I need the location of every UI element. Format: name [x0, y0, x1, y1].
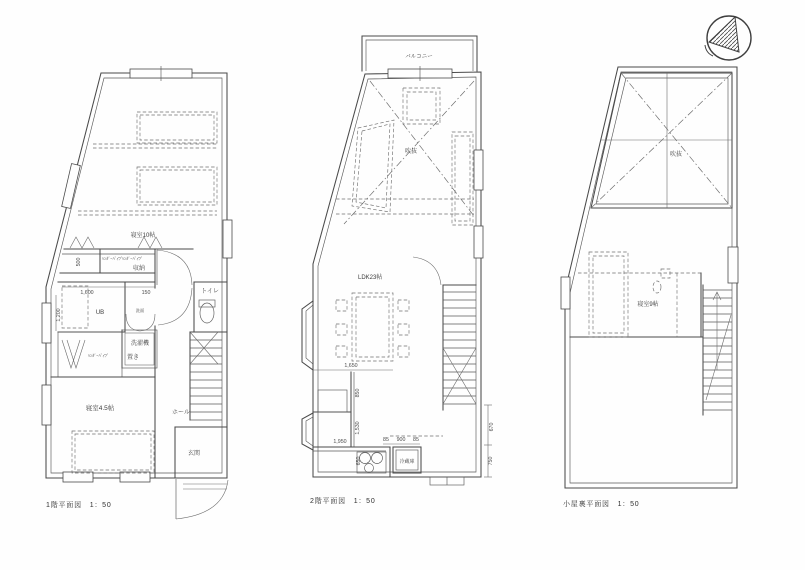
room-label-ldk: LDK23帖: [358, 275, 383, 281]
room-label-washstand: 洗面: [135, 308, 145, 313]
door-swing-icon: [413, 257, 441, 285]
window-icon: [728, 247, 738, 283]
door-swing-icon: [157, 250, 192, 285]
door-swing-icon: [126, 314, 140, 331]
label-washer2: 置き: [126, 355, 140, 361]
north-arrow-icon: [705, 16, 751, 60]
window-icon: [62, 164, 81, 209]
window-icon: [42, 385, 51, 425]
dim-670: 670: [489, 422, 495, 432]
label-void: 吹抜: [404, 149, 418, 155]
label-void: 吹抜: [669, 152, 683, 158]
label-hanger-pipe: ﾊﾝｶﾞｰﾊﾟｲﾌﾟ: [102, 256, 123, 261]
burner-icon: [365, 464, 374, 473]
window-icon: [63, 472, 93, 482]
label-hanger-pipe: ﾊﾝｶﾞｰﾊﾟｲﾌﾟ: [122, 256, 143, 261]
dim-85a: 85: [383, 437, 389, 443]
toilet-icon: [200, 303, 214, 323]
room-label-unit-bath: UB: [95, 310, 105, 316]
toilet-tank-icon: [199, 300, 215, 307]
label-hanger-pipe: ﾊﾝｶﾞｰﾊﾟｲﾌﾟ: [88, 353, 109, 358]
label-fridge: 冷蔵庫: [399, 459, 415, 465]
room-label-bedroom9: 寝室9帖: [637, 302, 659, 308]
hanger-mark-icon: [70, 237, 94, 248]
chairs: [336, 300, 409, 357]
entrance-door-swing-icon: [176, 480, 228, 519]
floor2-caption: 2階平面図 1：50: [310, 498, 376, 505]
room-label-bedroom45: 寝室4.5帖: [85, 405, 115, 412]
window-icon: [561, 277, 570, 309]
dim-650: 650: [356, 456, 362, 466]
floor1-plan: [42, 66, 232, 519]
stairs: [703, 285, 732, 415]
attic-plan: [561, 67, 738, 488]
window-icon: [223, 220, 232, 258]
room-label-hall: ホール: [172, 410, 190, 416]
window-icon: [474, 150, 483, 190]
dim-1950: 1,950: [333, 439, 347, 445]
dim-150: 150: [141, 290, 151, 296]
dim-1600: 1,600: [80, 290, 94, 296]
room-label-toilet: トイレ: [201, 289, 219, 295]
dim-1530: 1,530: [355, 421, 361, 435]
dim-1200: 1,200: [56, 308, 62, 322]
dim-850: 850: [355, 388, 361, 398]
dim-900: 900: [396, 437, 406, 443]
label-washer: 洗濯機: [130, 341, 150, 347]
room-label-bedroom10: 寝室10帖: [130, 233, 156, 239]
kitchen: [313, 372, 443, 477]
floor2-plan: [302, 36, 495, 485]
dim-750: 750: [488, 456, 494, 466]
window-icon: [120, 472, 150, 482]
room-label-storage: 収納: [132, 266, 146, 272]
dim-500: 500: [76, 257, 82, 267]
floor1-caption: 1階平面図 1：50: [46, 502, 112, 509]
dim-1650: 1,650: [344, 363, 358, 369]
door-swing-icon: [140, 314, 155, 331]
dim-85b: 85: [413, 437, 419, 443]
door-swing-icon: [158, 288, 192, 325]
stairs: [443, 285, 476, 410]
window-icon: [42, 303, 51, 343]
label-balcony: バルコニー: [405, 54, 433, 60]
stairs: [190, 332, 222, 420]
burner-icon: [372, 453, 383, 464]
window-icon: [474, 226, 483, 258]
room-label-entrance: 玄関: [187, 451, 201, 457]
attic-caption: 小屋裏平面図 1：50: [563, 501, 640, 508]
